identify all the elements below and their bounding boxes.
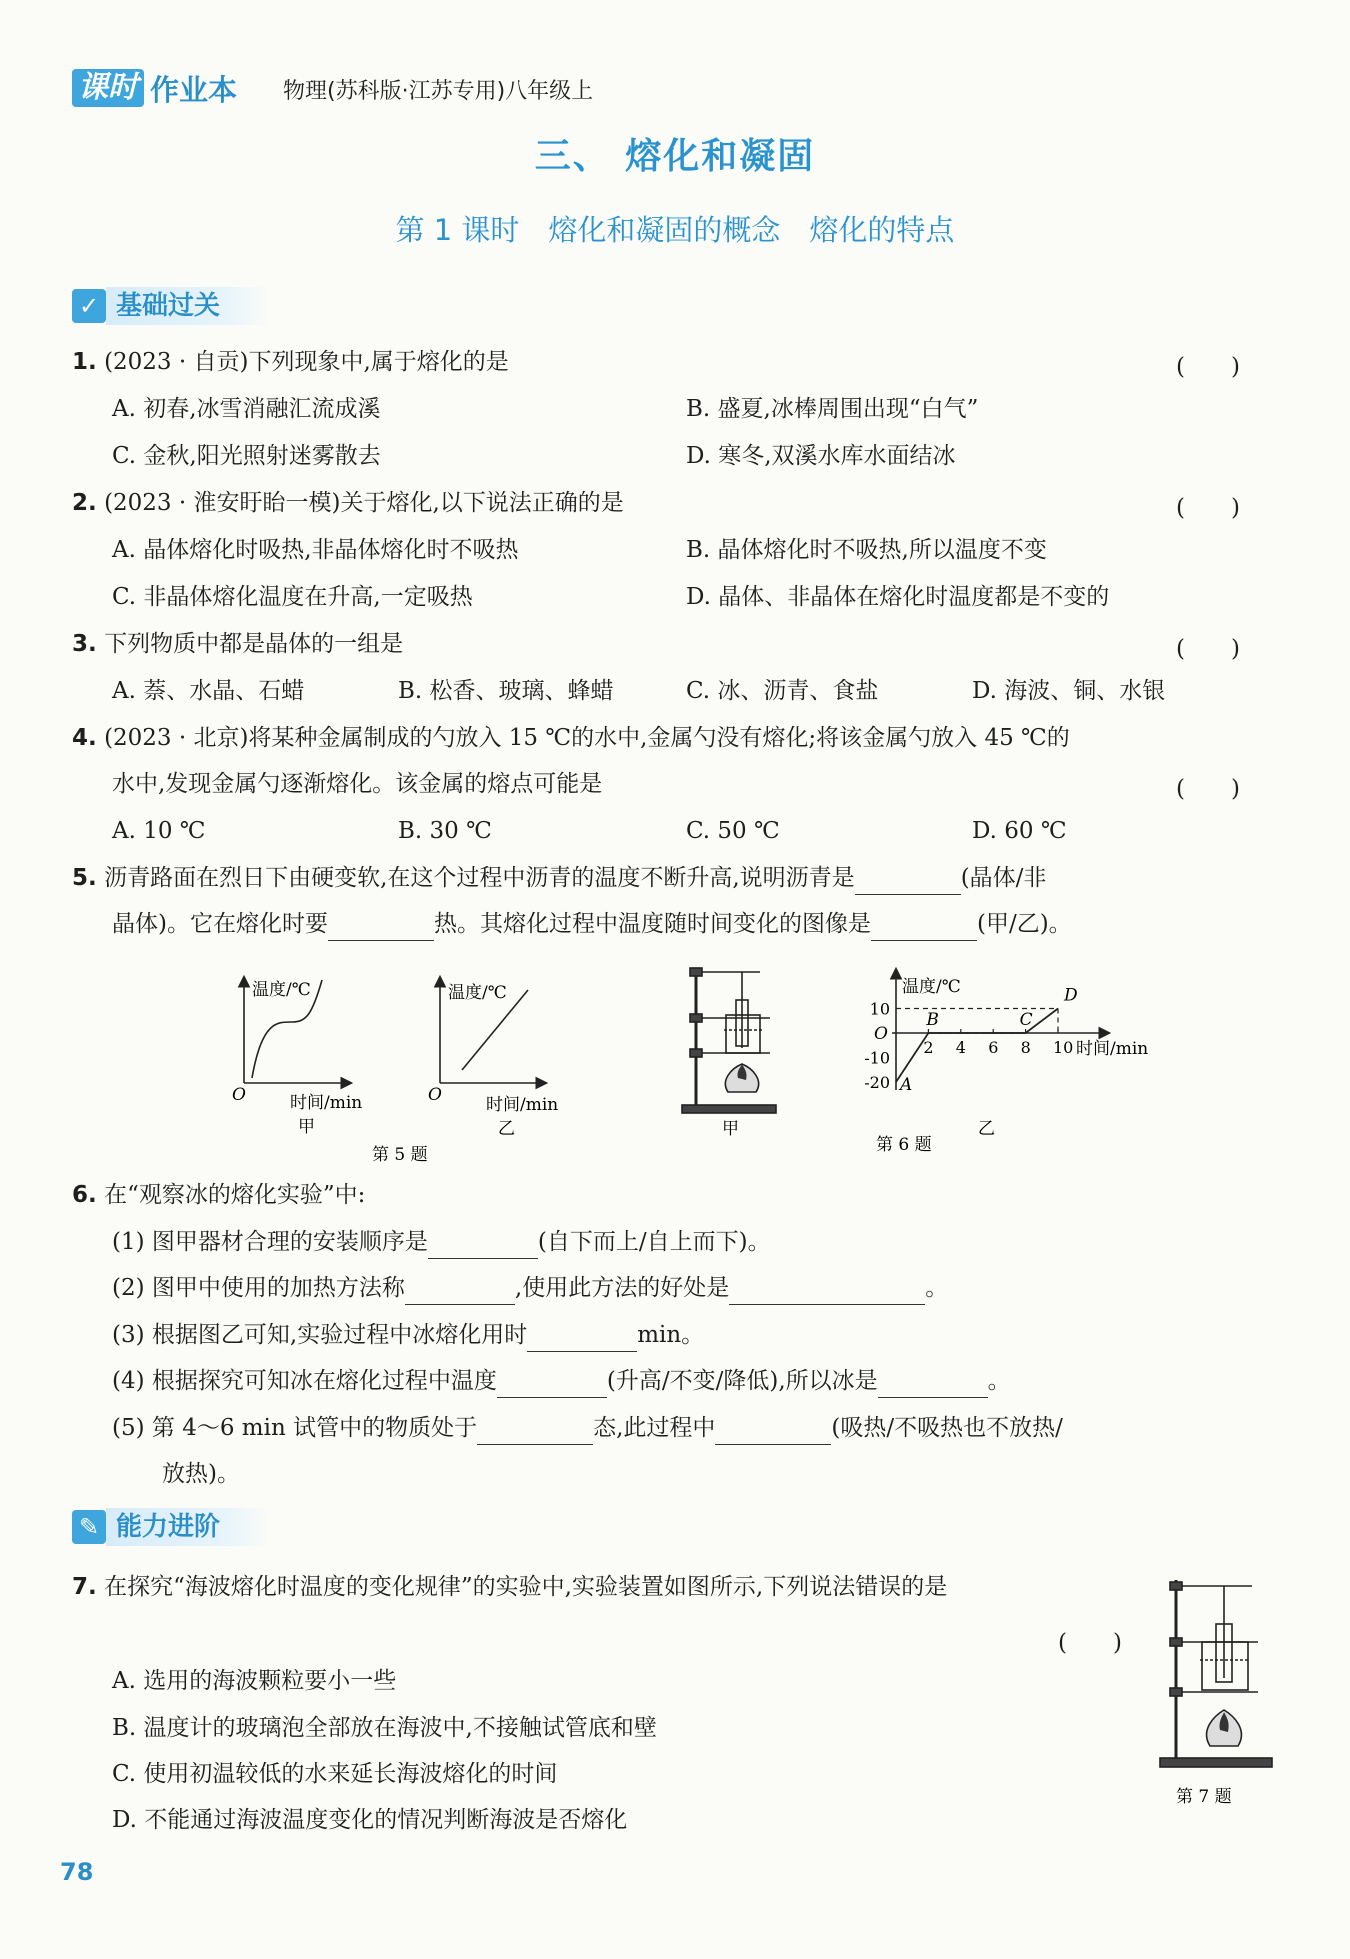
y-tick-label: -10 bbox=[864, 1048, 890, 1068]
q6-blank-5[interactable] bbox=[497, 1371, 607, 1398]
q7-answer-paren[interactable]: ( ) bbox=[1058, 1630, 1122, 1656]
point-label-c: C bbox=[1019, 1010, 1033, 1030]
pencil-icon: ✎ bbox=[72, 1510, 106, 1544]
q5-line2 bbox=[112, 907, 1072, 941]
point-label-d: D bbox=[1064, 985, 1078, 1006]
fig5-yi-ylabel: 温度/℃ bbox=[448, 983, 507, 1003]
q5-number: 5. bbox=[72, 865, 97, 891]
q2-text: (2023 · 淮安盱眙一模)关于熔化,以下说法正确的是 bbox=[104, 490, 624, 516]
figures-q5-q6 bbox=[0, 950, 1350, 1175]
fig5-jia-origin: O bbox=[232, 1085, 246, 1105]
q3-number: 3. bbox=[72, 631, 97, 657]
q1-option-b[interactable]: B. 盛夏,冰棒周围出现“白气” bbox=[686, 396, 979, 422]
fig5-jia-xlabel: 时间/min bbox=[290, 1093, 363, 1113]
q4-option-c[interactable]: C. 50 ℃ bbox=[686, 818, 780, 844]
q4-stem-line1 bbox=[72, 721, 1070, 755]
q5-text2: (晶体/非 bbox=[960, 865, 1047, 891]
q2-stem bbox=[72, 486, 624, 520]
q1-stem bbox=[72, 345, 509, 379]
q6-blank-2[interactable] bbox=[405, 1278, 515, 1305]
graph-yi-q5 bbox=[428, 978, 558, 1139]
q2-option-b[interactable]: B. 晶体熔化时不吸热,所以温度不变 bbox=[686, 537, 1047, 563]
q2-option-c[interactable]: C. 非晶体熔化温度在升高,一定吸热 bbox=[112, 584, 473, 610]
fig6-caption: 第 6 题 bbox=[876, 1135, 932, 1155]
q1-option-c[interactable]: C. 金秋,阳光照射迷雾散去 bbox=[112, 443, 381, 469]
x-tick-label: 2 bbox=[923, 1038, 934, 1057]
q4-option-a[interactable]: A. 10 ℃ bbox=[112, 818, 206, 844]
chapter-title: 三、 熔化和凝固 bbox=[534, 136, 816, 177]
q5-line1 bbox=[72, 861, 1046, 895]
y-tick-label: -20 bbox=[864, 1073, 890, 1092]
section-basic-label: 基础过关 bbox=[106, 287, 268, 325]
q3-text: 下列物质中都是晶体的一组是 bbox=[104, 631, 404, 657]
graph-yi-q6 bbox=[864, 970, 1148, 1095]
fig5-yi-label: 乙 bbox=[498, 1119, 515, 1139]
q2-option-d[interactable]: D. 晶体、非晶体在熔化时温度都是不变的 bbox=[686, 584, 1110, 610]
q5-blank-2[interactable] bbox=[328, 914, 434, 941]
origin-label: O bbox=[874, 1024, 888, 1044]
point-label-a: A bbox=[900, 1075, 913, 1095]
q1-text: (2023 · 自贡)下列现象中,属于熔化的是 bbox=[104, 349, 509, 375]
q6-sub3: (3) 根据图乙可知,实验过程中冰熔化用时 min。 bbox=[112, 1318, 704, 1352]
section-advanced-label: 能力进阶 bbox=[106, 1508, 268, 1546]
point-label-b: B bbox=[926, 1010, 939, 1030]
q4-option-d[interactable]: D. 60 ℃ bbox=[972, 818, 1067, 844]
q7-option-a[interactable]: A. 选用的海波颗粒要小一些 bbox=[112, 1668, 397, 1694]
q6-sub4: (4) 根据探究可知冰在熔化过程中温度 (升高/不变/降低),所以冰是 。 bbox=[112, 1364, 1011, 1398]
q3-option-a[interactable]: A. 萘、水晶、石蜡 bbox=[112, 678, 305, 704]
q6-blank-8[interactable] bbox=[715, 1418, 831, 1445]
apparatus-jia-q6 bbox=[682, 968, 776, 1113]
book-logo bbox=[72, 68, 237, 108]
fig5-jia-label: 甲 bbox=[298, 1117, 315, 1137]
q5-blank-3[interactable] bbox=[871, 914, 977, 941]
checkbox-icon: ✓ bbox=[72, 289, 106, 323]
q1-answer-paren[interactable]: ( ) bbox=[1176, 354, 1240, 380]
q4-option-b[interactable]: B. 30 ℃ bbox=[398, 818, 492, 844]
page-number: 78 bbox=[60, 1858, 94, 1886]
q6-text: 在“观察冰的熔化实验”中: bbox=[104, 1182, 366, 1208]
q5-text5: (甲/乙)。 bbox=[976, 911, 1072, 937]
q7-number: 7. bbox=[72, 1574, 97, 1600]
q3-stem bbox=[72, 627, 403, 661]
q1-option-d[interactable]: D. 寒冬,双溪水库水面结冰 bbox=[686, 443, 956, 469]
q5-text3: 晶体)。它在熔化时要 bbox=[112, 911, 328, 937]
q2-number: 2. bbox=[72, 490, 97, 516]
q6-blank-1[interactable] bbox=[428, 1232, 538, 1259]
fig5-yi-xlabel: 时间/min bbox=[486, 1095, 559, 1115]
q4-stem-line2: 水中,发现金属勺逐渐熔化。该金属的熔点可能是 bbox=[112, 771, 603, 797]
q1-number: 1. bbox=[72, 349, 97, 375]
fig6-jia-label: 甲 bbox=[722, 1119, 739, 1139]
q4-text1: (2023 · 北京)将某种金属制成的勺放入 15 ℃的水中,金属勺没有熔化;将该金属勺放入 45 ℃的 bbox=[104, 725, 1070, 751]
q6-sub5-cont: 放热)。 bbox=[162, 1461, 240, 1487]
lesson-title: 第 1 课时 熔化和凝固的概念 熔化的特点 bbox=[395, 213, 955, 247]
x-tick-label: 6 bbox=[988, 1038, 999, 1057]
q3-option-c[interactable]: C. 冰、沥青、食盐 bbox=[686, 678, 879, 704]
x-tick-label: 8 bbox=[1020, 1038, 1031, 1057]
fig5-yi-origin: O bbox=[428, 1085, 442, 1105]
q6-blank-4[interactable] bbox=[527, 1325, 637, 1352]
q7-text: 在探究“海波熔化时温度的变化规律”的实验中,实验装置如图所示,下列说法错误的是 bbox=[104, 1574, 948, 1600]
q6-sub2: (2) 图甲中使用的加热方法称 ,使用此方法的好处是 。 bbox=[112, 1271, 948, 1305]
q5-text1: 沥青路面在烈日下由硬变软,在这个过程中沥青的温度不断升高,说明沥青是 bbox=[104, 865, 855, 891]
q6-sub5: (5) 第 4～6 min 试管中的物质处于 态,此过程中 (吸热/不吸热也不放热/ bbox=[112, 1411, 1063, 1445]
q7-option-d[interactable]: D. 不能通过海波温度变化的情况判断海波是否熔化 bbox=[112, 1807, 628, 1833]
section-basic bbox=[72, 287, 268, 325]
x-axis-label: 时间/min bbox=[1076, 1039, 1149, 1059]
q6-number: 6. bbox=[72, 1182, 97, 1208]
q5-blank-1[interactable] bbox=[855, 868, 961, 895]
fig5-jia-ylabel: 温度/℃ bbox=[252, 980, 311, 1000]
q6-blank-6[interactable] bbox=[878, 1371, 988, 1398]
q4-number: 4. bbox=[72, 725, 97, 751]
section-advanced bbox=[72, 1508, 268, 1546]
logo-box: 课时 bbox=[72, 69, 144, 107]
temperature-line bbox=[896, 1009, 1058, 1083]
q4-answer-paren[interactable]: ( ) bbox=[1176, 776, 1240, 802]
q3-option-b[interactable]: B. 松香、玻璃、蜂蜡 bbox=[398, 678, 614, 704]
y-axis-label: 温度/℃ bbox=[902, 977, 961, 997]
q5-text4: 热。其熔化过程中温度随时间变化的图像是 bbox=[433, 911, 871, 937]
book-subtitle: 物理(苏科版·江苏专用)八年级上 bbox=[283, 79, 594, 104]
q1-option-a[interactable]: A. 初春,冰雪消融汇流成溪 bbox=[112, 396, 381, 422]
q7-option-c[interactable]: C. 使用初温较低的水来延长海波熔化的时间 bbox=[112, 1761, 558, 1787]
q6-blank-3[interactable] bbox=[729, 1278, 925, 1305]
fig6-yi-label: 乙 bbox=[978, 1119, 995, 1139]
q2-option-a[interactable]: A. 晶体熔化时吸热,非晶体熔化时不吸热 bbox=[112, 537, 519, 563]
fig5-caption: 第 5 题 bbox=[372, 1145, 428, 1165]
x-tick-label: 10 bbox=[1053, 1038, 1074, 1057]
q6-stem bbox=[72, 1178, 365, 1212]
q7-stem bbox=[72, 1570, 947, 1604]
logo-text: 作业本 bbox=[150, 72, 238, 107]
q6-sub1: (1) 图甲器材合理的安装顺序是 (自下而上/自上而下)。 bbox=[112, 1225, 771, 1259]
q3-option-d[interactable]: D. 海波、铜、水银 bbox=[972, 678, 1166, 704]
q6-blank-7[interactable] bbox=[477, 1418, 593, 1445]
q2-answer-paren[interactable]: ( ) bbox=[1176, 495, 1240, 521]
x-tick-label: 4 bbox=[955, 1038, 966, 1057]
fig7-caption: 第 7 题 bbox=[1176, 1787, 1232, 1807]
apparatus-q7 bbox=[1140, 1570, 1280, 1810]
q3-answer-paren[interactable]: ( ) bbox=[1176, 636, 1240, 662]
q7-option-b[interactable]: B. 温度计的玻璃泡全部放在海波中,不接触试管底和壁 bbox=[112, 1715, 657, 1741]
y-tick-label: 10 bbox=[869, 999, 890, 1019]
graph-jia-q5 bbox=[232, 978, 362, 1137]
